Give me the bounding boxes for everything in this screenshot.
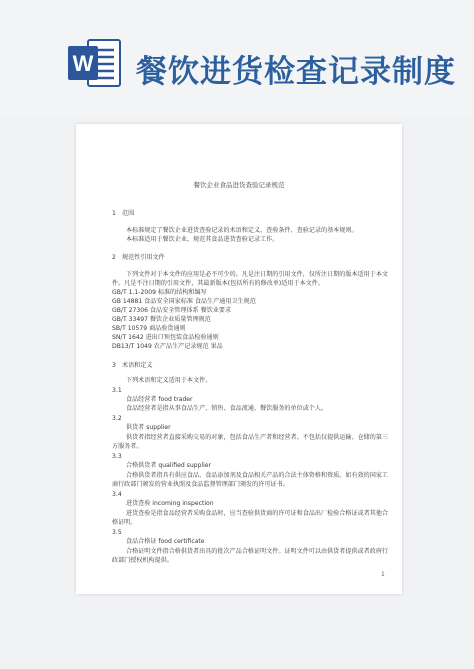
document-line: 2 规范性引用文件 [112, 254, 165, 261]
document-line: GB/T 33497 餐饮企业质量管理规范 [112, 316, 211, 323]
document-line: 下列术语和定义适用于本文件。 [126, 377, 212, 384]
document-line: 政部门授权机构提供。 [112, 557, 173, 564]
document-line: DB13/T 1049 农产品生产记录规范 果品 [112, 343, 223, 350]
document-line: 本标准适用于餐饮企业、规范其食品进货查验记录工作。 [126, 236, 279, 243]
document-line: 食品经营者是指从事食品生产、销售、食品流通、餐饮服务的单位或个人。 [126, 405, 328, 412]
document-line: GB/T 1.1-2009 标准的结构和编写 [112, 289, 207, 296]
document-line: 下列文件对于本文件的应用是必不可少的。凡是注日期的引用文件，仅所注日期的版本适用于本文 [126, 271, 389, 278]
document-line: 方服务者。 [112, 443, 143, 450]
page-number: 1 [381, 571, 385, 578]
document-line: 格证明。 [112, 519, 137, 526]
document-line: 进货查验是指食品经营者采购食品时，应当查验供货商的许可证和食品出厂检验合格证或者其他合 [126, 510, 389, 517]
document-line: SB/T 10579 商品验货通则 [112, 325, 186, 332]
header-banner [0, 0, 474, 118]
document-line: 本标准规定了餐饮企业进货查验记录的术语和定义、查验条件、查验记录的基本规则。 [126, 227, 358, 234]
document-line: SN/T 1642 进出口预包装食品检验通则 [112, 334, 219, 341]
document-line: 3.5 [112, 529, 122, 536]
document-line: 3.2 [112, 415, 122, 422]
document-line: 合格供货者指具有供应食品、食品添加剂及食品相关产品的合法主体资格和资质。如有效的国家工 [126, 472, 389, 479]
document-line: GB/T 27306 食品安全管理体系 餐饮业要求 [112, 307, 232, 314]
document-line: 供货者 supplier [126, 424, 171, 431]
document-line: 食品合格证 food certificate [126, 538, 205, 545]
word-letter: W [72, 51, 94, 76]
document-line: 1 范围 [112, 210, 135, 217]
document-line: 商行政部门颁发的营业执照及食品监督管理部门颁发的许可证书。 [112, 481, 289, 488]
word-document-icon [66, 34, 124, 92]
document-line: 3.4 [112, 491, 122, 498]
document-page [76, 124, 402, 594]
document-line: 进货查验 incoming inspection [126, 500, 214, 507]
document-line: 3.3 [112, 453, 122, 460]
document-line: 供货者指经营者直接采购交易的对象，包括食品生产者和经营者。不包括仅提供运输、仓储的第三 [126, 434, 389, 441]
document-line: 件。凡是不注日期的引用文件，其最新版本(包括所有的修改单)适用于本文件。 [112, 280, 324, 287]
document-line: 合格供货者 qualified supplier [126, 462, 212, 469]
document-line: 食品经营者 food trader [126, 396, 193, 403]
document-heading: 餐饮进货检查记录制度 [136, 54, 456, 90]
document-line: 3.1 [112, 387, 122, 394]
document-line: 3 术语和定义 [112, 362, 153, 369]
document-line: 合格证明文件指合格供货者出具的批次产品合格证明文件。证明文件可以由供货者提供或者政府行 [126, 548, 389, 555]
document-title: 餐饮企业食品进货查验记录规范 [193, 181, 285, 189]
document-line: GB 14881 食品安全国家标准 食品生产通用卫生规范 [112, 298, 256, 305]
